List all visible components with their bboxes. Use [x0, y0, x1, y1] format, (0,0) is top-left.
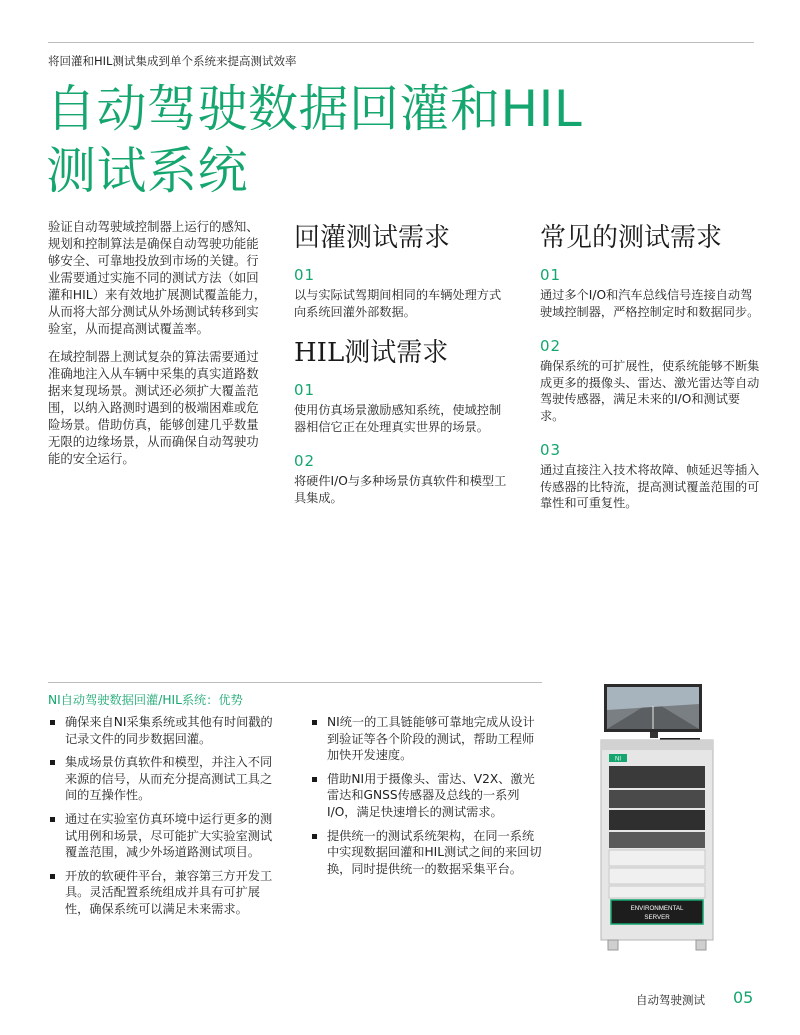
chassis-4 — [609, 832, 705, 848]
title-line-2: 测试系统 — [46, 142, 248, 200]
advantages-list-right — [310, 714, 544, 884]
brand-text: NI — [615, 756, 621, 763]
wheel-left — [608, 940, 618, 950]
common-item-number: 03 — [540, 441, 562, 459]
header-kicker: 将回灌和HIL测试集成到单个系统来提高测试效率 — [48, 54, 297, 68]
page-number: 05 — [733, 988, 754, 1007]
middle-column — [294, 222, 509, 523]
chassis-2 — [609, 790, 705, 808]
replay-item-number: 01 — [294, 266, 316, 284]
list-item — [48, 754, 284, 804]
hil-heading: HIL测试需求 — [294, 338, 449, 368]
chassis-1 — [609, 766, 705, 788]
wheel-right — [696, 940, 706, 950]
page-title — [46, 78, 766, 202]
advantages-list-left — [48, 714, 284, 925]
intro-paragraph-2: 在域控制器上测试复杂的算法需要通过准确地注入从车辆中采集的真实道路数据来复现场景。测试还必须扩大覆盖范围，以纳入路测时遇到的极端困难或危险场景。借助仿真，能够创建几乎数量无限的边缘场景，从而确保自动驾驶功能的安全运行。 — [48, 349, 259, 466]
top-rule — [48, 42, 754, 43]
intro-text — [48, 218, 270, 478]
common-item-text: 通过多个I/O和汽车总线信号连接自动驾驶域控制器，严格控制定时和数据同步。 — [540, 288, 760, 319]
list-item — [310, 771, 544, 821]
panel-line-2: SERVER — [644, 914, 670, 921]
list-item-text: 确保来自NI采集系统或其他有时间戳的记录文件的同步数据回灌。 — [65, 715, 273, 746]
bullet-icon — [312, 777, 317, 782]
list-item — [48, 811, 284, 861]
test-rack-image — [598, 684, 716, 954]
title-line-1: 自动驾驶数据回灌和HIL — [46, 80, 583, 138]
right-column — [540, 222, 760, 529]
footer-label: 自动驾驶测试 — [636, 993, 705, 1007]
list-item — [48, 714, 284, 747]
hil-item-number: 01 — [294, 381, 316, 399]
common-item-text: 通过直接注入技术将故障、帧延迟等插入传感器的比特流，提高测试覆盖范围的可靠性和可重复性。 — [540, 463, 760, 510]
bullet-icon — [312, 720, 317, 725]
advantages-rule — [48, 682, 542, 683]
list-item-text: 通过在实验室仿真环境中运行更多的测试用例和场景，尽可能扩大实验室测试覆盖范围，减少外场道路测试项目。 — [65, 811, 273, 860]
list-item — [48, 868, 284, 918]
common-item-text: 确保系统的可扩展性，使系统能够不断集成更多的摄像头、雷达、激光雷达等自动驾驶传感器，满足未来的I/O和测试要求。 — [540, 359, 760, 423]
hil-item-text: 使用仿真场景激励感知系统，使域控制器相信它正在处理真实世界的场景。 — [294, 403, 502, 434]
intro-paragraph-1: 验证自动驾驶域控制器上运行的感知、规划和控制算法是确保自动驾驶功能能够安全、可靠地投放到市场的关键。行业需要通过实施不同的测试方法（如回灌和HIL）来有效地扩展测试覆盖能力，从而将大部分测试从外场测试转移到实验室，从而提高测试覆盖率。 — [48, 219, 267, 336]
bullet-icon — [50, 760, 55, 765]
common-item-number: 01 — [540, 266, 562, 284]
list-item-text: 借助NI用于摄像头、雷达、V2X、激光雷达和GNSS传感器及总线的一系列I/O，满足快速增长的测试需求。 — [327, 771, 535, 819]
panel-line-1: ENVIRONMENTAL — [630, 905, 684, 912]
replay-item-text: 以与实际试驾期间相同的车辆处理方式向系统回灌外部数据。 — [294, 288, 502, 319]
bullet-icon — [50, 874, 55, 879]
monitor-stand — [650, 732, 658, 738]
hil-item-text: 将硬件I/O与多种场景仿真软件和模型工具集成。 — [294, 474, 507, 505]
cabinet-top — [601, 740, 713, 750]
common-heading: 常见的测试需求 — [540, 223, 723, 253]
bullet-icon — [50, 720, 55, 725]
advantages-title: NI自动驾驶数据回灌/HIL系统：优势 — [48, 693, 243, 707]
blank-panel-1 — [609, 850, 705, 866]
replay-heading: 回灌测试需求 — [294, 223, 451, 253]
list-item-text: NI统一的工具链能够可靠地完成从设计到验证等各个阶段的测试，帮助工程师加快开发速度。 — [327, 715, 535, 763]
common-item-number: 02 — [540, 337, 562, 355]
list-item — [310, 714, 544, 764]
blank-panel-3 — [609, 886, 705, 898]
bullet-icon — [50, 817, 55, 822]
blank-panel-2 — [609, 868, 705, 884]
list-item-text: 集成场景仿真软件和模型，并注入不同来源的信号，从而充分提高测试工具之间的互操作性。 — [65, 755, 273, 803]
hil-item-number: 02 — [294, 452, 316, 470]
list-item — [310, 828, 544, 878]
list-item-text: 提供统一的测试系统架构，在同一系统中实现数据回灌和HIL测试之间的来回切换，同时提供统一的数据采集平台。 — [327, 828, 542, 876]
chassis-3 — [609, 810, 705, 830]
list-item-text: 开放的软硬件平台，兼容第三方开发工具。灵活配置系统组成并具有可扩展性，确保系统可以满足未来需求。 — [65, 868, 273, 916]
bullet-icon — [312, 834, 317, 839]
